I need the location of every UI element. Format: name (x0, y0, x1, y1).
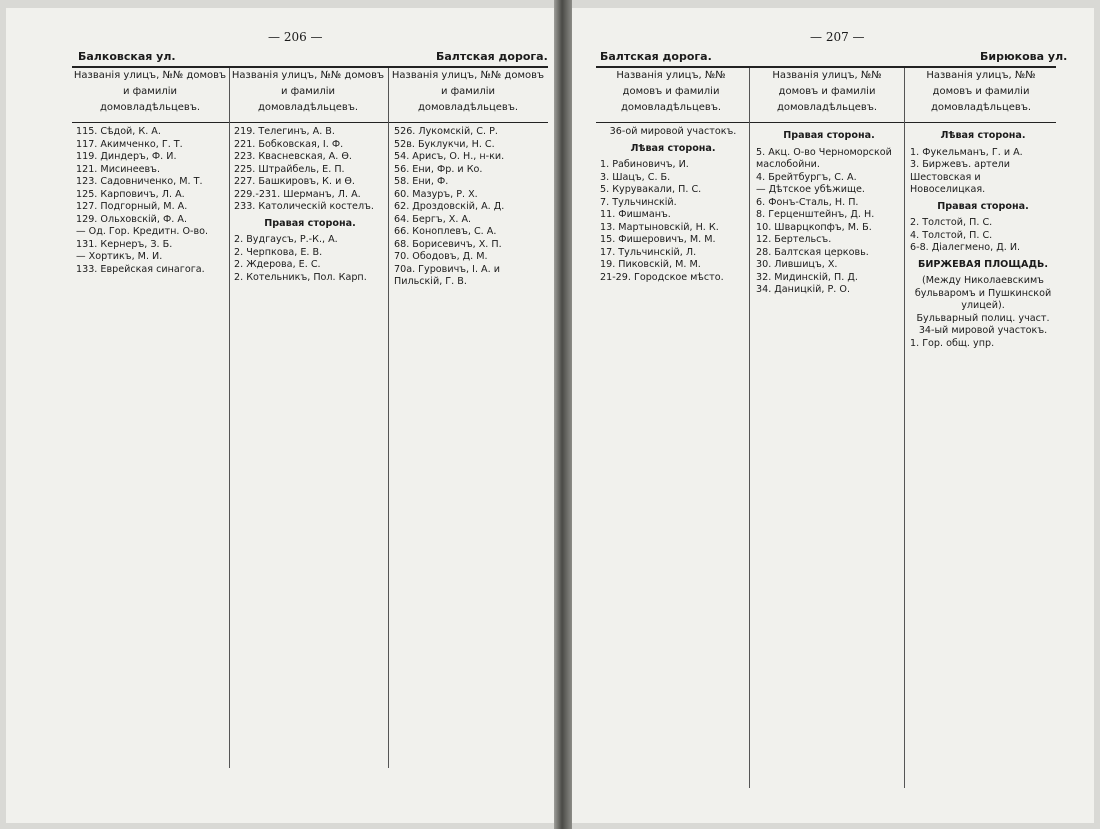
column-divider (749, 68, 750, 788)
list-item: 2. Толстой, П. С. (910, 217, 993, 228)
list-item: 227. Башкировъ, К. и Ѳ. (234, 176, 355, 187)
list-item: 13. Мартыновскій, Н. К. (600, 221, 719, 233)
section-heading: Лѣвая сторона. (940, 130, 1026, 141)
section-heading: Правая сторона. (264, 217, 356, 229)
column-divider (229, 68, 230, 768)
list-item: 58. Ени, Ф. (394, 176, 449, 187)
list-item: 34. Даницкій, Р. О. (756, 284, 850, 295)
list-item: 54. Арисъ, О. Н., н-ки. (394, 151, 505, 162)
heading-rule (596, 122, 1056, 123)
column-heading: Названія улицъ, №№ домовъ и фамиліи домовладѣльцевъ. (926, 70, 1036, 113)
list-item: 7. Тульчинскій. (600, 196, 677, 208)
list-item: 125. Карповичъ, Л. А. (76, 188, 185, 200)
list-item: 5. Курувакали, П. С. (600, 184, 702, 195)
list-item: 223. Квасневская, А. Ѳ. (234, 151, 352, 162)
header-right-street: Бирюкова ул. (980, 50, 1068, 63)
list-item: 221. Бобковская, І. Ф. (234, 138, 344, 150)
list-item: 1. Гор. общ. упр. (910, 337, 995, 349)
column-heading: Названія улицъ, №№ домовъ и фамиліи домовладѣльцевъ. (73, 70, 227, 113)
section-heading: Правая сторона. (783, 130, 875, 141)
header-left-street: Балтская дорога. (600, 50, 712, 63)
list-item: 2. Черпкова, Е. В. (234, 246, 323, 258)
list-item: 219. Телегинъ, А. В. (234, 126, 335, 137)
column-2 (234, 126, 386, 284)
book-gutter (554, 0, 572, 829)
list-item: 10. Шварцкопфъ, М. Б. (756, 221, 872, 233)
list-item: 225. Штрайбель, Е. П. (234, 163, 345, 175)
list-item: 131. Кернеръ, З. Б. (76, 238, 173, 250)
list-item: 17. Тульчинскій, Л. (600, 246, 697, 258)
column-divider (904, 68, 905, 788)
list-item: — Од. Гор. Кредитн. О-во. (76, 226, 209, 237)
column-heading: Названія улицъ, №№ домовъ и фамиліи домовладѣльцевъ. (616, 70, 726, 113)
list-item: 133. Еврейская синагога. (76, 263, 205, 275)
column-3 (910, 126, 1056, 350)
list-item: 233. Католическій костелъ. (234, 201, 374, 212)
list-item: 117. Акимченко, Г. Т. (76, 138, 183, 150)
list-item: 115. Сѣдой, К. А. (76, 126, 161, 137)
list-item: 3. Шацъ, С. Б. (600, 171, 671, 183)
list-item: 70. Ободовъ, Д. М. (394, 251, 488, 262)
section-heading: Лѣвая сторона. (630, 142, 716, 154)
page-number-left: — 206 — (268, 30, 323, 44)
list-item: 19. Пиковскій, М. М. (600, 259, 701, 270)
district-note: 34-ый мировой участокъ. (918, 325, 1048, 336)
list-item: 8. Герценштейнъ, Д. Н. (756, 209, 875, 220)
left-page (6, 8, 554, 823)
list-item: 32. Мидинскій, П. Д. (756, 271, 858, 283)
list-item: 4. Брейтбургъ, С. А. (756, 171, 857, 183)
column-1 (600, 126, 746, 284)
list-item: 5. Акц. О-во Черноморской маслобойни. (756, 146, 892, 170)
list-item: 11. Фишманъ. (600, 209, 671, 220)
district-note: (Между Николаевскимъ бульваромъ и Пушкинской улицей). (914, 275, 1052, 311)
list-item: 123. Садовниченко, М. Т. (76, 176, 203, 187)
list-item: 21-29. Городское мѣсто. (600, 271, 724, 283)
list-item: 70а. Гуровичъ, І. А. и Пильскій, Г. В. (394, 263, 500, 287)
list-item: 66. Коноплевъ, С. А. (394, 226, 497, 237)
list-item: 2. Котельникъ, Пол. Карп. (234, 271, 367, 283)
column-heading: Названія улицъ, №№ домовъ и фамиліи домовладѣльцевъ. (772, 70, 882, 113)
list-item: 229.-231. Шерманъ, Л. А. (234, 188, 361, 200)
column-3 (394, 126, 546, 289)
column-heading: Названія улицъ, №№ домовъ и фамиліи домовладѣльцевъ. (231, 70, 385, 113)
column-heading: Названія улицъ, №№ домовъ и фамиліи домовладѣльцевъ. (391, 70, 545, 113)
list-item: 12. Бертельсъ. (756, 234, 832, 245)
list-item: 56. Ени, Фр. и Ко. (394, 163, 483, 175)
list-item: — Хортикъ, М. И. (76, 251, 163, 262)
list-item: 129. Ольховскій, Ф. А. (76, 213, 187, 225)
section-heading: БИРЖЕВАЯ ПЛОЩАДЬ. (918, 258, 1048, 270)
list-item: 2. Вудгаусъ, Р.-К., А. (234, 234, 338, 245)
list-item: 30. Лившицъ, Х. (756, 259, 838, 270)
column-divider (388, 68, 389, 768)
list-item: 15. Фишеровичъ, М. М. (600, 234, 716, 245)
section-heading: Правая сторона. (937, 200, 1029, 212)
page-number-right: — 207 — (810, 30, 865, 44)
heading-rule (72, 122, 548, 123)
district-note: 36-ой мировой участокъ. (609, 126, 737, 137)
list-item: 127. Подгорный, М. А. (76, 201, 188, 212)
list-item: 121. Мисинеевъ. (76, 163, 160, 175)
list-item: 60. Мазуръ, Р. Х. (394, 188, 478, 200)
list-item: 1. Рабиновичъ, И. (600, 159, 689, 170)
right-page (572, 8, 1094, 823)
list-item: 62. Дроздовскій, А. Д. (394, 201, 505, 212)
column-2 (756, 126, 902, 297)
list-item: 68. Борисевичъ, Х. П. (394, 238, 502, 250)
list-item: 28. Балтская церковь. (756, 246, 869, 258)
list-item: 52в. Буклукчи, Н. С. (394, 138, 495, 150)
list-item: — Дѣтское убѣжище. (756, 184, 865, 195)
district-note: Бульварный полиц. участ. (916, 312, 1050, 324)
list-item: 119. Диндеръ, Ф. И. (76, 151, 177, 162)
list-item: 526. Лукомскій, С. Р. (394, 126, 498, 137)
column-1 (76, 126, 226, 276)
header-right-street: Балтская дорога. (436, 50, 548, 63)
list-item: 2. Ждерова, Е. С. (234, 259, 321, 270)
list-item: 3. Биржевъ. артели Шестовская и Новоселицкая. (910, 159, 1011, 195)
list-item: 64. Бергъ, Х. А. (394, 213, 472, 225)
header-left-street: Балковская ул. (78, 50, 176, 63)
list-item: 4. Толстой, П. С. (910, 229, 993, 241)
list-item: 6-8. Діалегменo, Д. И. (910, 242, 1021, 253)
list-item: 6. Фонъ-Сталь, Н. П. (756, 196, 859, 208)
list-item: 1. Фукельманъ, Г. и А. (910, 146, 1023, 158)
